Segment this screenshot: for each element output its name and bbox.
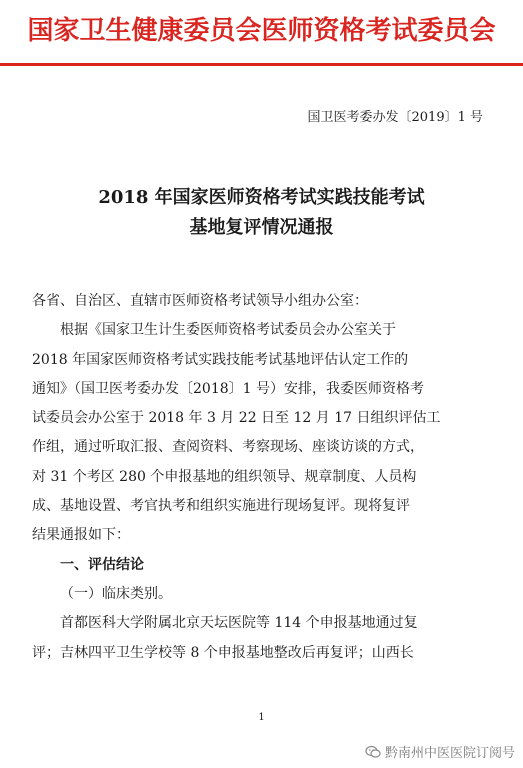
document-number: 国卫医考委办发〔2019〕1 号 <box>307 110 483 125</box>
paragraph-line: 根据《国家卫生计生委医师资格考试委员会办公室关于 <box>60 322 396 339</box>
salutation: 各省、自治区、直辖市医师资格考试领导小组办公室： <box>32 293 368 309</box>
paragraph-line: 首都医科大学附属北京天坛医院等 114 个申报基地通过复 <box>60 615 418 632</box>
title-line-1: 2018 年国家医师资格考试实践技能考试 <box>98 187 425 208</box>
page-number: 1 <box>258 712 265 723</box>
paragraph-line: 对 31 个考区 280 个申报基地的组织领导、规章制度、人员构 <box>32 468 417 485</box>
watermark-text: 黔南州中医医院订阅号 <box>384 746 515 761</box>
section-heading: 一、评估结论 <box>60 556 144 573</box>
paragraph-line: 评；吉林四平卫生学校等 8 个申报基地整改后再复评；山西长 <box>32 644 414 661</box>
paragraph-line: 结果通报如下： <box>32 527 130 544</box>
paragraph-line: 作组，通过听取汇报、查阅资料、考察现场、座谈访谈的方式， <box>32 439 424 456</box>
watermark <box>365 742 515 761</box>
subsection-heading: （一）临床类别。 <box>60 585 172 602</box>
title-line-2: 基地复评情况通报 <box>189 217 334 238</box>
document-title <box>0 183 523 243</box>
paragraph-line: 2018 年国家医师资格考试实践技能考试基地评估认定工作的 <box>32 351 409 368</box>
paragraph-line: 通知》（国卫医考委办发〔2018〕1 号）安排，我委医师资格考 <box>32 380 424 397</box>
masthead-red-rule <box>0 63 523 66</box>
document-body <box>32 287 502 668</box>
wechat-icon <box>365 744 381 760</box>
paragraph-line: 成、基地设置、考官执考和组织实施进行现场复评。现将复评 <box>32 498 410 515</box>
masthead-org-name: 国家卫生健康委员会医师资格考试委员会 <box>27 16 496 46</box>
paragraph-line: 试委员会办公室于 2018 年 3 月 22 日至 12 月 17 日组织评估工 <box>32 410 441 427</box>
